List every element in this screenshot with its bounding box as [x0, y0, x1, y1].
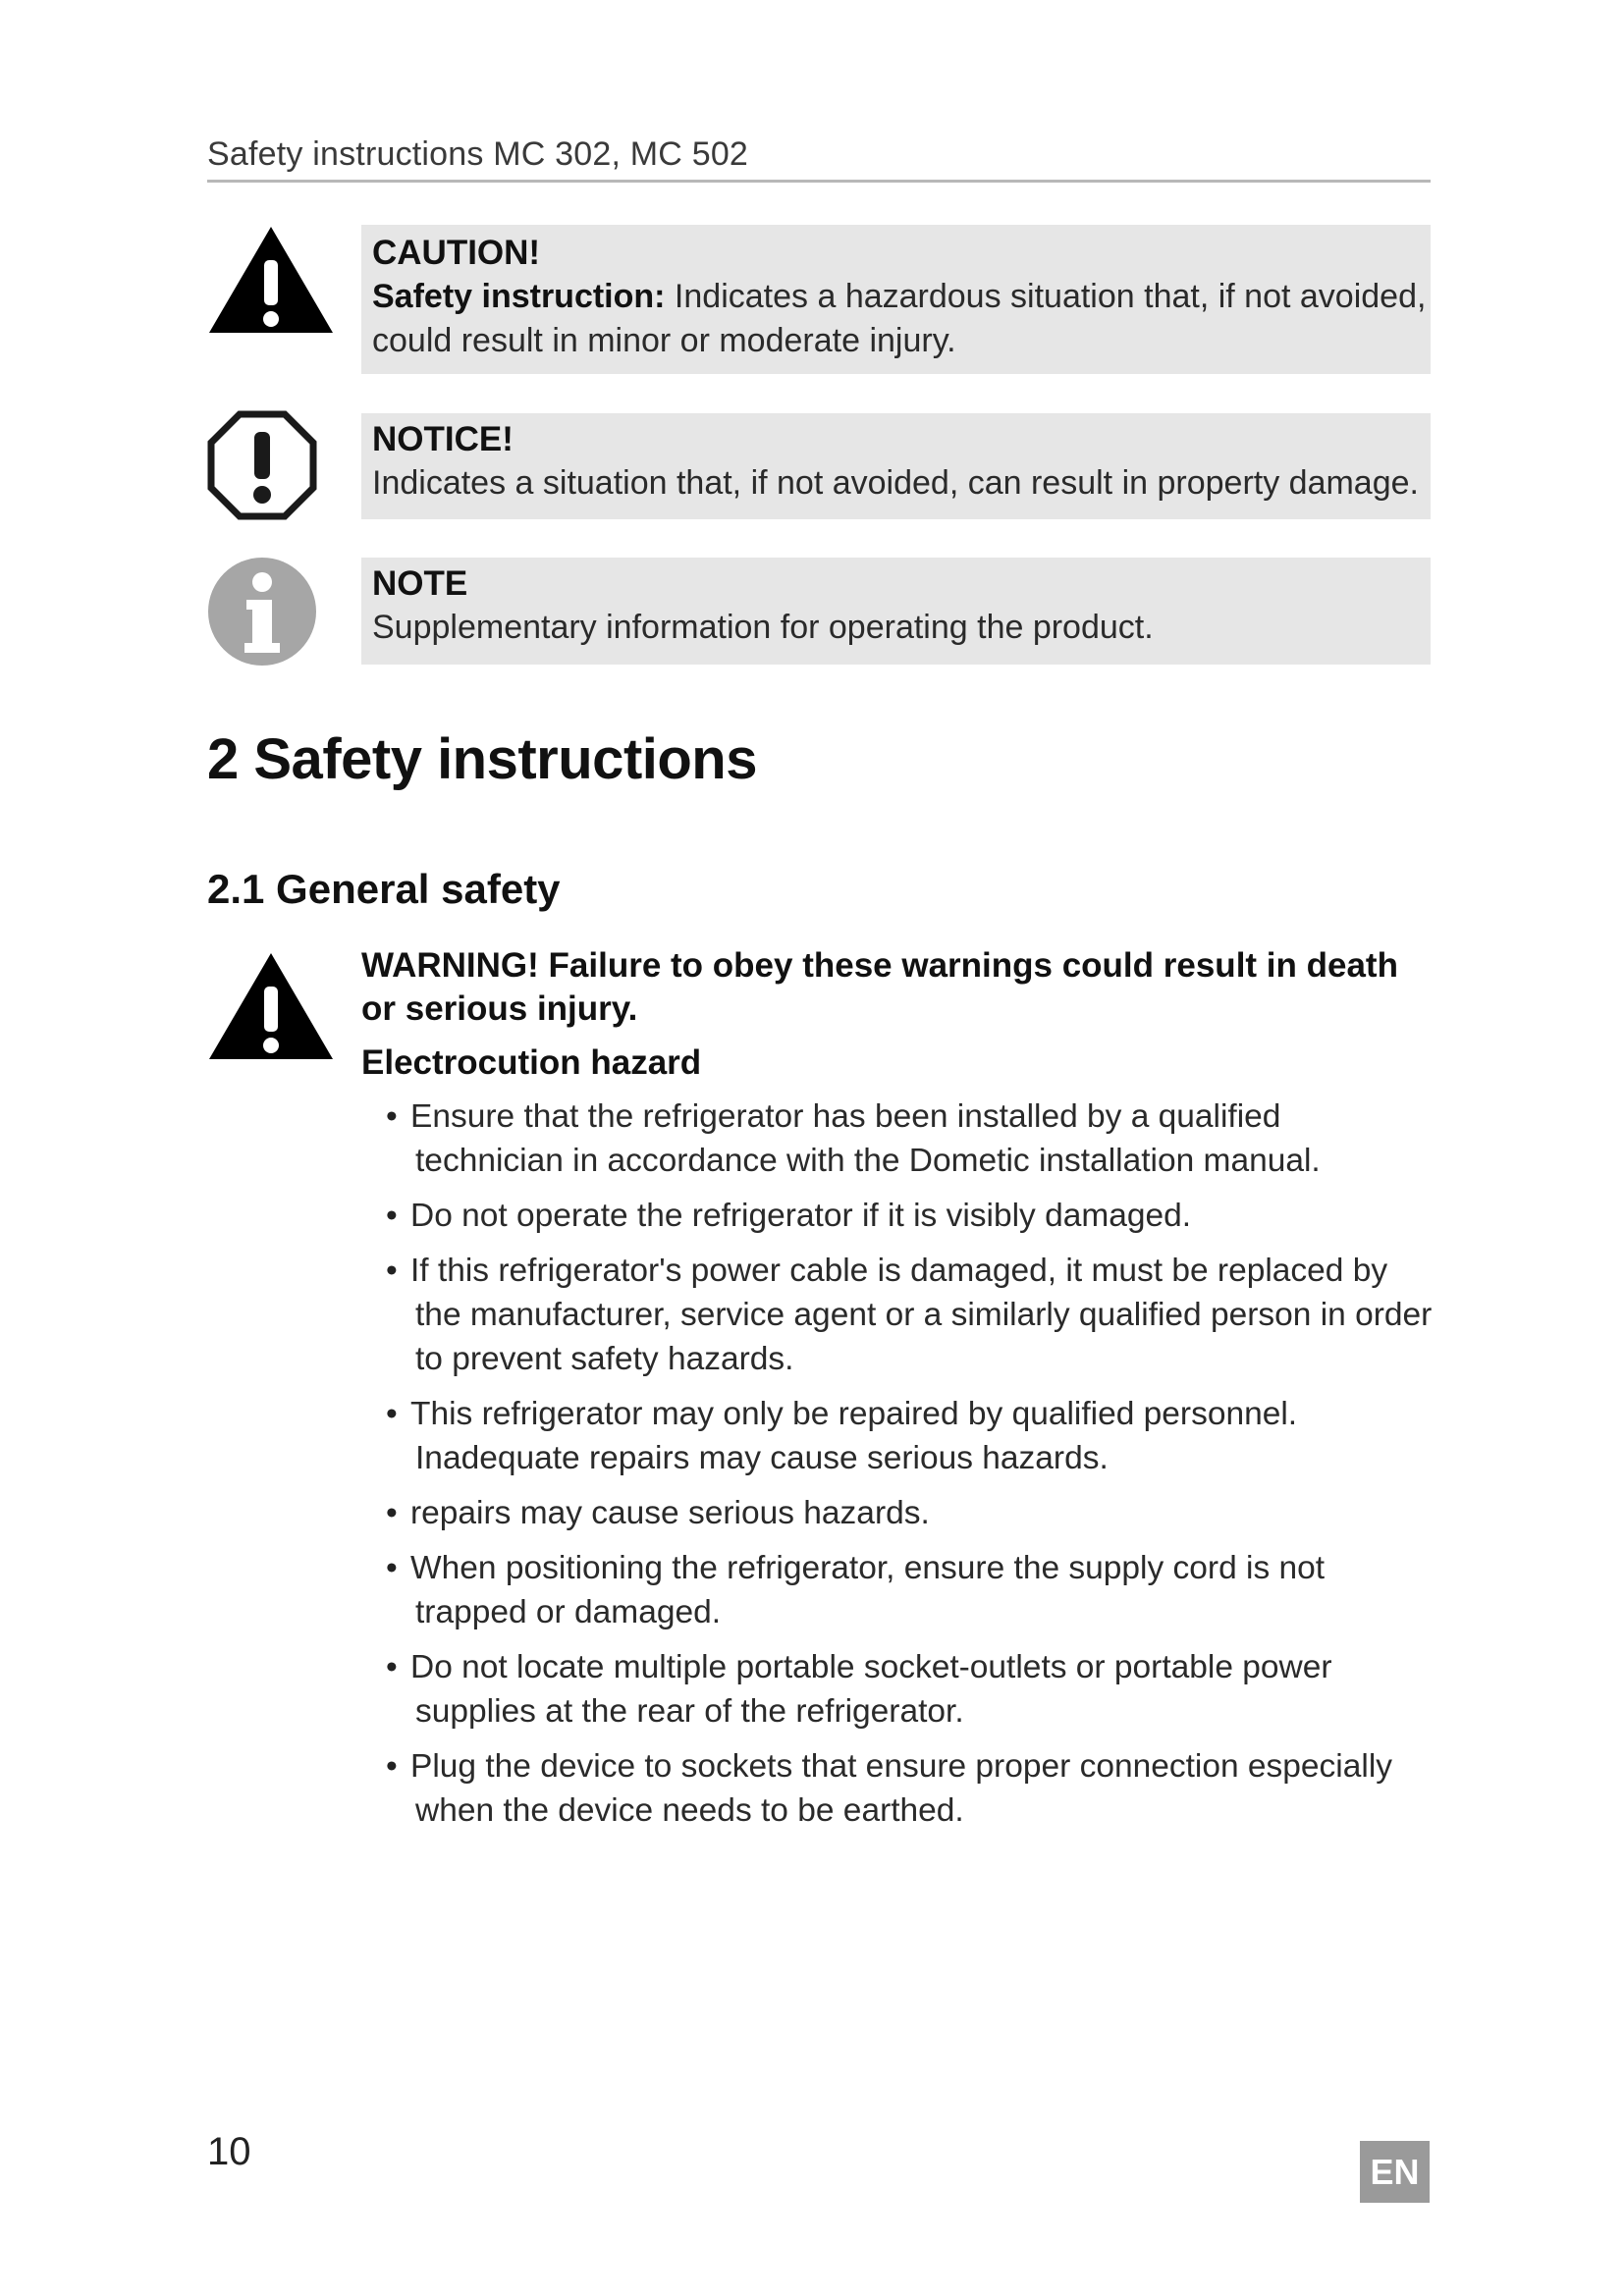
- list-item: [361, 1744, 1436, 1833]
- page-header: Safety instructions MC 302, MC 502: [207, 135, 749, 173]
- list-item-text: When positioning the refrigerator, ensure the supply cord is not trapped or damaged.: [410, 1550, 1326, 1630]
- bullet-dot: •: [386, 1649, 398, 1685]
- notice-text: Indicates a situation that, if not avoided, can result in property damage.: [372, 464, 1419, 502]
- caution-box: [361, 225, 1431, 374]
- list-item-text: Do not operate the refrigerator if it is visibly damaged.: [410, 1198, 1192, 1234]
- page-number: 10: [207, 2130, 251, 2173]
- list-item-text: If this refrigerator's power cable is damaged, it must be replaced by the manufacturer, service agent or a similarly qualified person in order to prevent safety hazards.: [410, 1253, 1433, 1377]
- info-icon: [207, 557, 317, 667]
- bullet-dot: •: [386, 1748, 398, 1785]
- warning-triangle-icon: [207, 225, 335, 335]
- bullet-dot: •: [386, 1098, 398, 1135]
- caution-title: CAUTION!: [372, 234, 541, 272]
- note-text: Supplementary information for operating the product.: [372, 609, 1154, 646]
- bullet-dot: •: [386, 1253, 398, 1289]
- bullet-dot: •: [386, 1198, 398, 1234]
- list-item-text: Do not locate multiple portable socket-outlets or portable power supplies at the rear of the refrigerator.: [410, 1649, 1332, 1730]
- list-item: [361, 1645, 1436, 1734]
- list-item: [361, 1249, 1436, 1381]
- notice-box: [361, 413, 1431, 519]
- warning-triangle-icon: [207, 951, 335, 1061]
- warning-block: [361, 944, 1436, 1843]
- list-item-text: Ensure that the refrigerator has been installed by a qualified technician in accordance with the Dometic installation manual.: [410, 1098, 1321, 1179]
- subsection-heading: 2.1 General safety: [207, 866, 561, 912]
- caution-body: Indicates a hazardous situation that, if not avoided, could result in minor or moderate injury.: [372, 278, 1427, 359]
- list-item: [361, 1491, 1436, 1535]
- note-box: [361, 558, 1431, 665]
- bullet-dot: •: [386, 1396, 398, 1432]
- header-rule: [207, 180, 1431, 183]
- bullet-dot: •: [386, 1495, 398, 1531]
- list-item-text: repairs may cause serious hazards.: [410, 1495, 930, 1531]
- caution-text: [372, 275, 1431, 363]
- hazard-subtitle: Electrocution hazard: [361, 1043, 702, 1082]
- list-item: [361, 1095, 1436, 1183]
- list-item: [361, 1194, 1436, 1238]
- language-badge: EN: [1360, 2141, 1430, 2203]
- safety-list: [361, 1095, 1436, 1833]
- note-title: NOTE: [372, 564, 468, 603]
- list-item: [361, 1546, 1436, 1634]
- section-heading: 2 Safety instructions: [207, 727, 757, 791]
- caution-lead: Safety instruction:: [372, 278, 666, 315]
- warning-title: WARNING! Failure to obey these warnings could result in death or serious injury.: [361, 946, 1398, 1028]
- list-item: [361, 1392, 1436, 1480]
- notice-title: NOTICE!: [372, 420, 514, 458]
- list-item-text: This refrigerator may only be repaired by qualified personnel. Inadequate repairs may cause serious hazards.: [410, 1396, 1298, 1476]
- list-item-text: Plug the device to sockets that ensure proper connection especially when the device needs to be earthed.: [410, 1748, 1393, 1829]
- bullet-dot: •: [386, 1550, 398, 1586]
- notice-octagon-icon: [207, 410, 317, 520]
